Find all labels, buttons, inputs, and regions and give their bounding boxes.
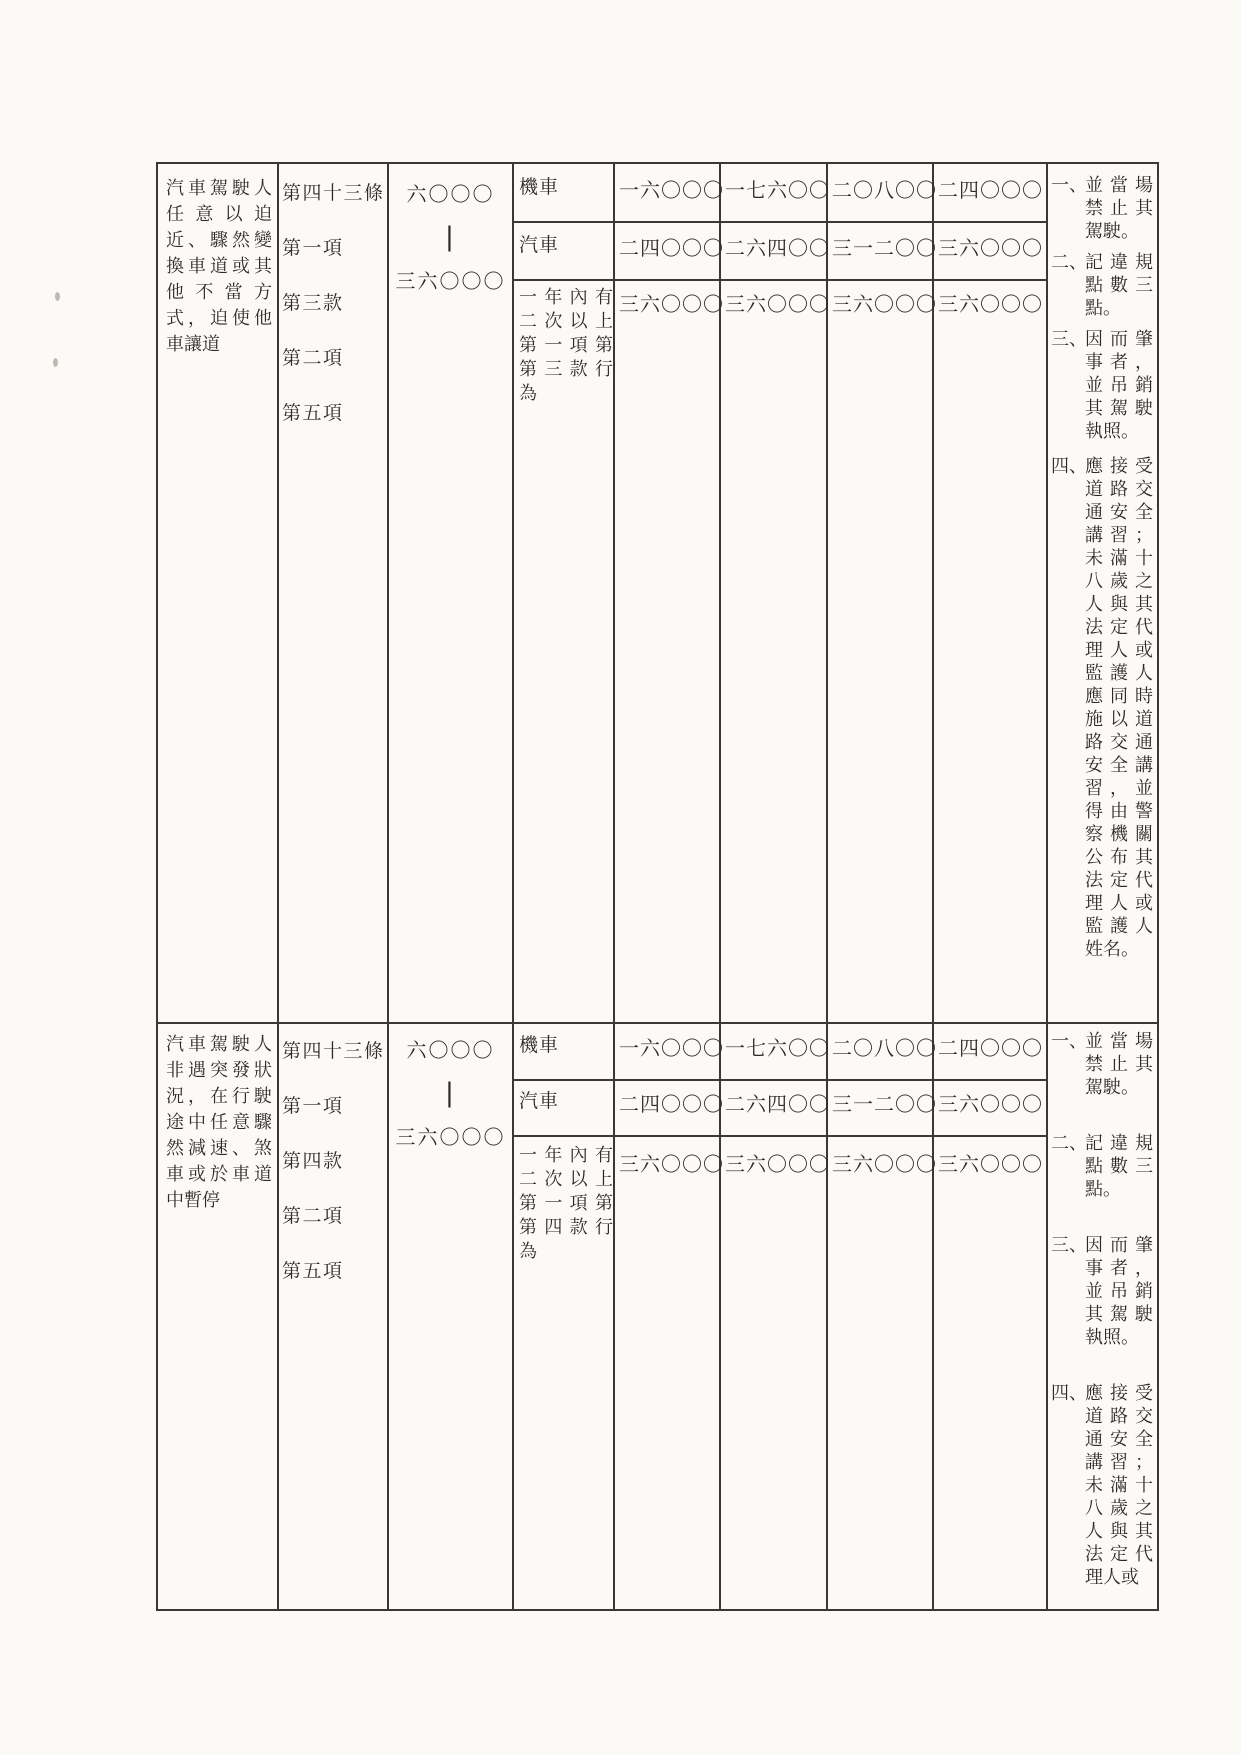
text-line: 式，迫使他 [166, 308, 272, 329]
text-line: 未滿十 [1085, 548, 1153, 569]
text-line: 安全講 [1085, 755, 1153, 776]
note-text [1085, 1382, 1153, 1589]
text-line: 應同時 [1085, 686, 1153, 707]
violation-description [166, 1032, 272, 1214]
text-line: 禁止其 [1085, 1054, 1153, 1075]
vehicle-type-motorcycle: 機車 [519, 176, 560, 198]
text-line: 執照。 [1085, 1327, 1139, 1348]
note-text [1085, 1132, 1153, 1201]
text-line: 監護人 [1085, 916, 1153, 937]
article-references [282, 178, 386, 453]
note-text [1085, 1030, 1153, 1099]
column-rule [932, 164, 934, 1609]
fine-max: 三六〇〇〇 [395, 1125, 506, 1149]
article-ref: 第四十三條 [282, 182, 385, 204]
row-rule [158, 1022, 1157, 1024]
note-item [1051, 1132, 1153, 1201]
fine-range-cell [390, 1034, 511, 1150]
note-number: 三、 [1051, 1235, 1087, 1256]
text-line: 然減速、煞 [166, 1138, 272, 1159]
text-line: 記違規 [1085, 252, 1153, 273]
article-ref: 第五項 [282, 402, 344, 424]
text-line: 二次以上 [519, 1169, 613, 1190]
text-line: 禁止其 [1085, 198, 1153, 219]
text-line: 姓名。 [1085, 939, 1139, 960]
text-line: 應接受 [1085, 1383, 1153, 1404]
text-line: 因而肇 [1085, 1235, 1153, 1256]
article-ref: 第四十三條 [282, 1040, 385, 1062]
text-line: 為 [519, 1241, 537, 1262]
amount-cell: 三一二〇〇 [832, 1092, 937, 1116]
text-line: 一年內有 [519, 287, 613, 308]
notes-cell [1051, 174, 1153, 969]
vehicle-type-motorcycle: 機車 [519, 1034, 560, 1056]
text-line: 點。 [1085, 298, 1121, 319]
scan-artifact [53, 358, 58, 367]
repeat-offense-label [519, 1144, 613, 1264]
note-number: 四、 [1051, 456, 1087, 477]
text-line: 點數三 [1085, 1156, 1153, 1177]
text-line: 通安全 [1085, 1429, 1153, 1450]
text-line: 事者， [1085, 1258, 1153, 1279]
note-item [1051, 251, 1153, 320]
text-line: 事者， [1085, 352, 1153, 373]
text-line: 人與其 [1085, 594, 1153, 615]
amount-cell: 二六四〇〇 [725, 1092, 830, 1116]
text-line: 非遇突發狀 [166, 1060, 272, 1081]
text-line: 點數三 [1085, 275, 1153, 296]
text-line: 理人或 [1085, 1567, 1139, 1588]
amount-cell: 三一二〇〇 [832, 236, 937, 260]
note-item [1051, 455, 1153, 961]
text-line: 通安全 [1085, 502, 1153, 523]
article-ref: 第二項 [282, 347, 344, 369]
note-number: 一、 [1051, 1031, 1087, 1052]
text-line: 一年內有 [519, 1145, 613, 1166]
article-ref: 第三款 [282, 292, 344, 314]
text-line: 其駕駛 [1085, 398, 1153, 419]
note-text [1085, 328, 1153, 443]
note-number: 四、 [1051, 1383, 1087, 1404]
article-ref: 第二項 [282, 1205, 344, 1227]
text-line: 理人或 [1085, 893, 1153, 914]
note-item [1051, 328, 1153, 443]
text-line: 察機關 [1085, 824, 1153, 845]
text-line: 其駕駛 [1085, 1304, 1153, 1325]
amount-cell: 三六〇〇〇 [938, 236, 1043, 260]
text-line: 並當場 [1085, 175, 1153, 196]
text-line: 並吊銷 [1085, 375, 1153, 396]
text-line: 未滿十 [1085, 1475, 1153, 1496]
penalty-table [156, 162, 1159, 1611]
text-line: 二次以上 [519, 311, 613, 332]
row-rule [512, 221, 1048, 223]
fine-range-cell [390, 178, 511, 294]
note-number: 二、 [1051, 252, 1087, 273]
note-item [1051, 1030, 1153, 1099]
repeat-offense-label [519, 286, 613, 406]
amount-cell: 二四〇〇〇 [938, 1036, 1043, 1060]
note-number: 一、 [1051, 175, 1087, 196]
vehicle-type-car: 汽車 [519, 234, 560, 256]
amount-cell: 三六〇〇〇 [725, 292, 830, 316]
amount-cell: 三六〇〇〇 [619, 292, 724, 316]
text-line: 並當場 [1085, 1031, 1153, 1052]
note-item [1051, 1234, 1153, 1349]
article-ref: 第五項 [282, 1260, 344, 1282]
row-rule [512, 1135, 1048, 1137]
column-rule [512, 164, 514, 1609]
text-line: 中暫停 [166, 1190, 220, 1211]
text-line: 施以道 [1085, 709, 1153, 730]
scan-artifact [55, 292, 60, 301]
amount-cell: 一七六〇〇 [725, 1036, 830, 1060]
amount-cell: 二〇八〇〇 [832, 178, 937, 202]
fine-min: 六〇〇〇 [406, 182, 495, 206]
text-line: 法定代 [1085, 1544, 1153, 1565]
amount-cell: 三六〇〇〇 [938, 292, 1043, 316]
amount-cell: 二〇八〇〇 [832, 1036, 937, 1060]
column-rule [826, 164, 828, 1609]
note-text [1085, 251, 1153, 320]
text-line: 講習； [1085, 1452, 1153, 1473]
amount-cell: 三六〇〇〇 [619, 1152, 724, 1176]
text-line: 汽車駕駛人 [166, 178, 272, 199]
text-line: 八歲之 [1085, 1498, 1153, 1519]
text-line: 駕駛。 [1085, 1077, 1139, 1098]
column-rule [277, 164, 279, 1609]
text-line: 習，並 [1085, 778, 1153, 799]
text-line: 並吊銷 [1085, 1281, 1153, 1302]
row-rule [512, 1079, 1048, 1081]
note-text [1085, 1234, 1153, 1349]
text-line: 他不當方 [166, 282, 272, 303]
column-rule [387, 164, 389, 1609]
note-text [1085, 174, 1153, 243]
text-line: 車讓道 [166, 334, 220, 355]
text-line: 駕駛。 [1085, 221, 1139, 242]
amount-cell: 三六〇〇〇 [938, 1092, 1043, 1116]
article-ref: 第四款 [282, 1150, 344, 1172]
text-line: 八歲之 [1085, 571, 1153, 592]
text-line: 道路交 [1085, 1406, 1153, 1427]
amount-cell: 二六四〇〇 [725, 236, 830, 260]
text-line: 換車道或其 [166, 256, 272, 277]
fine-max: 三六〇〇〇 [395, 269, 506, 293]
note-text [1085, 455, 1153, 961]
article-ref: 第一項 [282, 237, 344, 259]
column-rule [1046, 164, 1048, 1609]
amount-cell: 二四〇〇〇 [938, 178, 1043, 202]
amount-cell: 一六〇〇〇 [619, 178, 724, 202]
text-line: 路交通 [1085, 732, 1153, 753]
text-line: 記違規 [1085, 1133, 1153, 1154]
text-line: 公布其 [1085, 847, 1153, 868]
column-rule [613, 164, 615, 1609]
text-line: 理人或 [1085, 640, 1153, 661]
fine-min: 六〇〇〇 [406, 1038, 495, 1062]
text-line: 得由警 [1085, 801, 1153, 822]
text-line: 監護人 [1085, 663, 1153, 684]
vehicle-type-car: 汽車 [519, 1090, 560, 1112]
text-line: 車或於車道 [166, 1164, 272, 1185]
note-number: 三、 [1051, 329, 1087, 350]
amount-cell: 一六〇〇〇 [619, 1036, 724, 1060]
column-rule [719, 164, 721, 1609]
article-ref: 第一項 [282, 1095, 344, 1117]
text-line: 為 [519, 383, 537, 404]
amount-cell: 三六〇〇〇 [938, 1152, 1043, 1176]
amount-cell: 一七六〇〇 [725, 178, 830, 202]
text-line: 第三款行 [519, 359, 613, 380]
text-line: 途中任意驟 [166, 1112, 272, 1133]
text-line: 執照。 [1085, 421, 1139, 442]
text-line: 法定代 [1085, 870, 1153, 891]
text-line: 況，在行駛 [166, 1086, 272, 1107]
note-item [1051, 1382, 1153, 1589]
text-line: 第一項第 [519, 1193, 613, 1214]
amount-cell: 二四〇〇〇 [619, 236, 724, 260]
text-line: 第四款行 [519, 1217, 613, 1238]
amount-cell: 二四〇〇〇 [619, 1092, 724, 1116]
text-line: 因而肇 [1085, 329, 1153, 350]
text-line: 法定代 [1085, 617, 1153, 638]
article-references [282, 1036, 386, 1311]
amount-cell: 三六〇〇〇 [832, 292, 937, 316]
amount-cell: 三六〇〇〇 [725, 1152, 830, 1176]
note-number: 二、 [1051, 1133, 1087, 1154]
text-line: 講習； [1085, 525, 1153, 546]
text-line: 任意以迫 [166, 204, 272, 225]
text-line: 道路交 [1085, 479, 1153, 500]
amount-cell: 三六〇〇〇 [832, 1152, 937, 1176]
text-line: 人與其 [1085, 1521, 1153, 1542]
text-line: 汽車駕駛人 [166, 1034, 272, 1055]
text-line: 點。 [1085, 1179, 1121, 1200]
text-line: 近、驟然變 [166, 230, 272, 251]
text-line: 應接受 [1085, 456, 1153, 477]
note-item [1051, 174, 1153, 243]
violation-description [166, 176, 272, 358]
fine-range-dash: | [441, 222, 460, 252]
text-line: 第一項第 [519, 335, 613, 356]
notes-cell [1051, 1030, 1153, 1622]
row-rule [512, 279, 1048, 281]
fine-range-dash: | [441, 1078, 460, 1108]
